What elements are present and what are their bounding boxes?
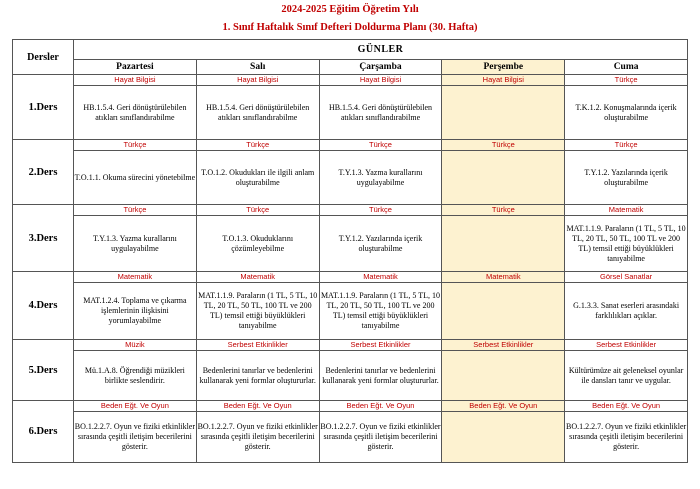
objective-cell: Kültürümüze ait geleneksel oyunlar ile dansları tanır ve uygular. [565, 351, 688, 401]
objective-cell: T.Y.1.3. Yazma kurallarını uygulayabilme [319, 151, 442, 205]
objective-cell: G.1.3.3. Sanat eserleri arasındaki farklılıkları açıklar. [565, 283, 688, 340]
subject-cell: Türkçe [442, 140, 565, 151]
subject-cell: Beden Eğt. Ve Oyun [319, 401, 442, 412]
year-title: 2024-2025 Eğitim Öğretim Yılı [281, 4, 419, 15]
objective-cell [442, 216, 565, 272]
weekly-plan-table [12, 39, 688, 463]
subject-cell: Matematik [565, 205, 688, 216]
subject-cell: Hayat Bilgisi [196, 75, 319, 86]
plan-title: 1. Sınıf Haftalık Sınıf Defteri Doldurma Planı (30. Hafta) [222, 22, 478, 33]
subject-cell: Türkçe [74, 205, 197, 216]
subject-cell: Matematik [196, 272, 319, 283]
objective-cell [442, 151, 565, 205]
subject-cell: Serbest Etkinlikler [319, 340, 442, 351]
subject-cell: Türkçe [196, 205, 319, 216]
objective-cell: BO.1.2.2.7. Oyun ve fiziki etkinlikler sırasında çeşitli iletişim becerilerini gösterir. [74, 412, 197, 463]
lesson-label: 3.Ders [13, 205, 74, 272]
objective-cell: T.O.1.3. Okuduklarını çözümleyebilme [196, 216, 319, 272]
subject-cell: Türkçe [319, 205, 442, 216]
subject-cell: Hayat Bilgisi [319, 75, 442, 86]
objective-cell: T.O.1.2. Okudukları ile ilgili anlam oluşturabilme [196, 151, 319, 205]
objective-cell: T.O.1.1. Okuma sürecini yönetebilme [74, 151, 197, 205]
objective-cell: BO.1.2.2.7. Oyun ve fiziki etkinlikler sırasında çeşitli iletişim becerilerini gösterir. [319, 412, 442, 463]
dersler-header: Dersler [13, 40, 74, 75]
objective-cell: Bedenlerini tanırlar ve bedenlerini kullanarak yeni formlar oluştururlar. [196, 351, 319, 401]
day-header-carsamba: Çarşamba [319, 60, 442, 75]
objective-cell: Bedenlerini tanırlar ve bedenlerini kullanarak yeni formlar oluştururlar. [319, 351, 442, 401]
subject-cell: Türkçe [74, 140, 197, 151]
day-header-persembe: Perşembe [442, 60, 565, 75]
objective-cell [442, 86, 565, 140]
subject-cell: Matematik [74, 272, 197, 283]
objective-cell: MAT.1.1.9. Paraların (1 TL, 5 TL, 10 TL, 20 TL, 50 TL, 100 TL ve 200 TL) temsil ettiği büyüklükleri tanıyabilme [565, 216, 688, 272]
lesson-label: 5.Ders [13, 340, 74, 401]
objective-cell [442, 351, 565, 401]
objective-cell: T.K.1.2. Konuşmalarında içerik oluşturabilme [565, 86, 688, 140]
gunler-header: GÜNLER [74, 40, 688, 60]
subject-cell: Matematik [442, 272, 565, 283]
objective-cell: T.Y.1.2. Yazılarında içerik oluşturabilme [565, 151, 688, 205]
subject-cell: Hayat Bilgisi [442, 75, 565, 86]
subject-cell: Beden Eğt. Ve Oyun [196, 401, 319, 412]
subject-cell: Türkçe [565, 140, 688, 151]
subject-cell: Görsel Sanatlar [565, 272, 688, 283]
subject-cell: Müzik [74, 340, 197, 351]
subject-cell: Serbest Etkinlikler [565, 340, 688, 351]
subject-cell: Serbest Etkinlikler [196, 340, 319, 351]
lesson-label: 2.Ders [13, 140, 74, 205]
subject-cell: Hayat Bilgisi [74, 75, 197, 86]
objective-cell: MAT.1.1.9. Paraların (1 TL, 5 TL, 10 TL, 20 TL, 50 TL, 100 TL ve 200 TL) temsil ettiği büyüklükleri tanıyabilme [319, 283, 442, 340]
objective-cell: T.Y.1.3. Yazma kurallarını uygulayabilme [74, 216, 197, 272]
objective-cell: HB.1.5.4. Geri dönüştürülebilen atıkları sınıflandırabilme [74, 86, 197, 140]
lesson-label: 6.Ders [13, 401, 74, 463]
objective-cell: T.Y.1.2. Yazılarında içerik oluşturabilme [319, 216, 442, 272]
lesson-label: 1.Ders [13, 75, 74, 140]
objective-cell: BO.1.2.2.7. Oyun ve fiziki etkinlikler sırasında çeşitli iletişim becerilerini gösterir. [565, 412, 688, 463]
objective-cell: Mü.1.A.8. Öğrendiği müzikleri birlikte seslendirir. [74, 351, 197, 401]
subject-cell: Serbest Etkinlikler [442, 340, 565, 351]
subject-cell: Türkçe [442, 205, 565, 216]
day-header-pazartesi: Pazartesi [74, 60, 197, 75]
subject-cell: Türkçe [565, 75, 688, 86]
subject-cell: Beden Eğt. Ve Oyun [565, 401, 688, 412]
day-header-cuma: Cuma [565, 60, 688, 75]
subject-cell: Beden Eğt. Ve Oyun [74, 401, 197, 412]
subject-cell: Türkçe [319, 140, 442, 151]
subject-cell: Matematik [319, 272, 442, 283]
objective-cell: HB.1.5.4. Geri dönüştürülebilen atıkları sınıflandırabilme [196, 86, 319, 140]
objective-cell: MAT.1.2.4. Toplama ve çıkarma işlemlerinin ilişkisini yorumlayabilme [74, 283, 197, 340]
objective-cell: MAT.1.1.9. Paraların (1 TL, 5 TL, 10 TL, 20 TL, 50 TL, 100 TL ve 200 TL) temsil ettiği büyüklükleri tanıyabilme [196, 283, 319, 340]
subject-cell: Beden Eğt. Ve Oyun [442, 401, 565, 412]
subject-cell: Türkçe [196, 140, 319, 151]
day-header-sali: Salı [196, 60, 319, 75]
objective-cell [442, 412, 565, 463]
lesson-label: 4.Ders [13, 272, 74, 340]
objective-cell: BO.1.2.2.7. Oyun ve fiziki etkinlikler sırasında çeşitli iletişim becerilerini gösterir. [196, 412, 319, 463]
objective-cell [442, 283, 565, 340]
objective-cell: HB.1.5.4. Geri dönüştürülebilen atıkları sınıflandırabilme [319, 86, 442, 140]
